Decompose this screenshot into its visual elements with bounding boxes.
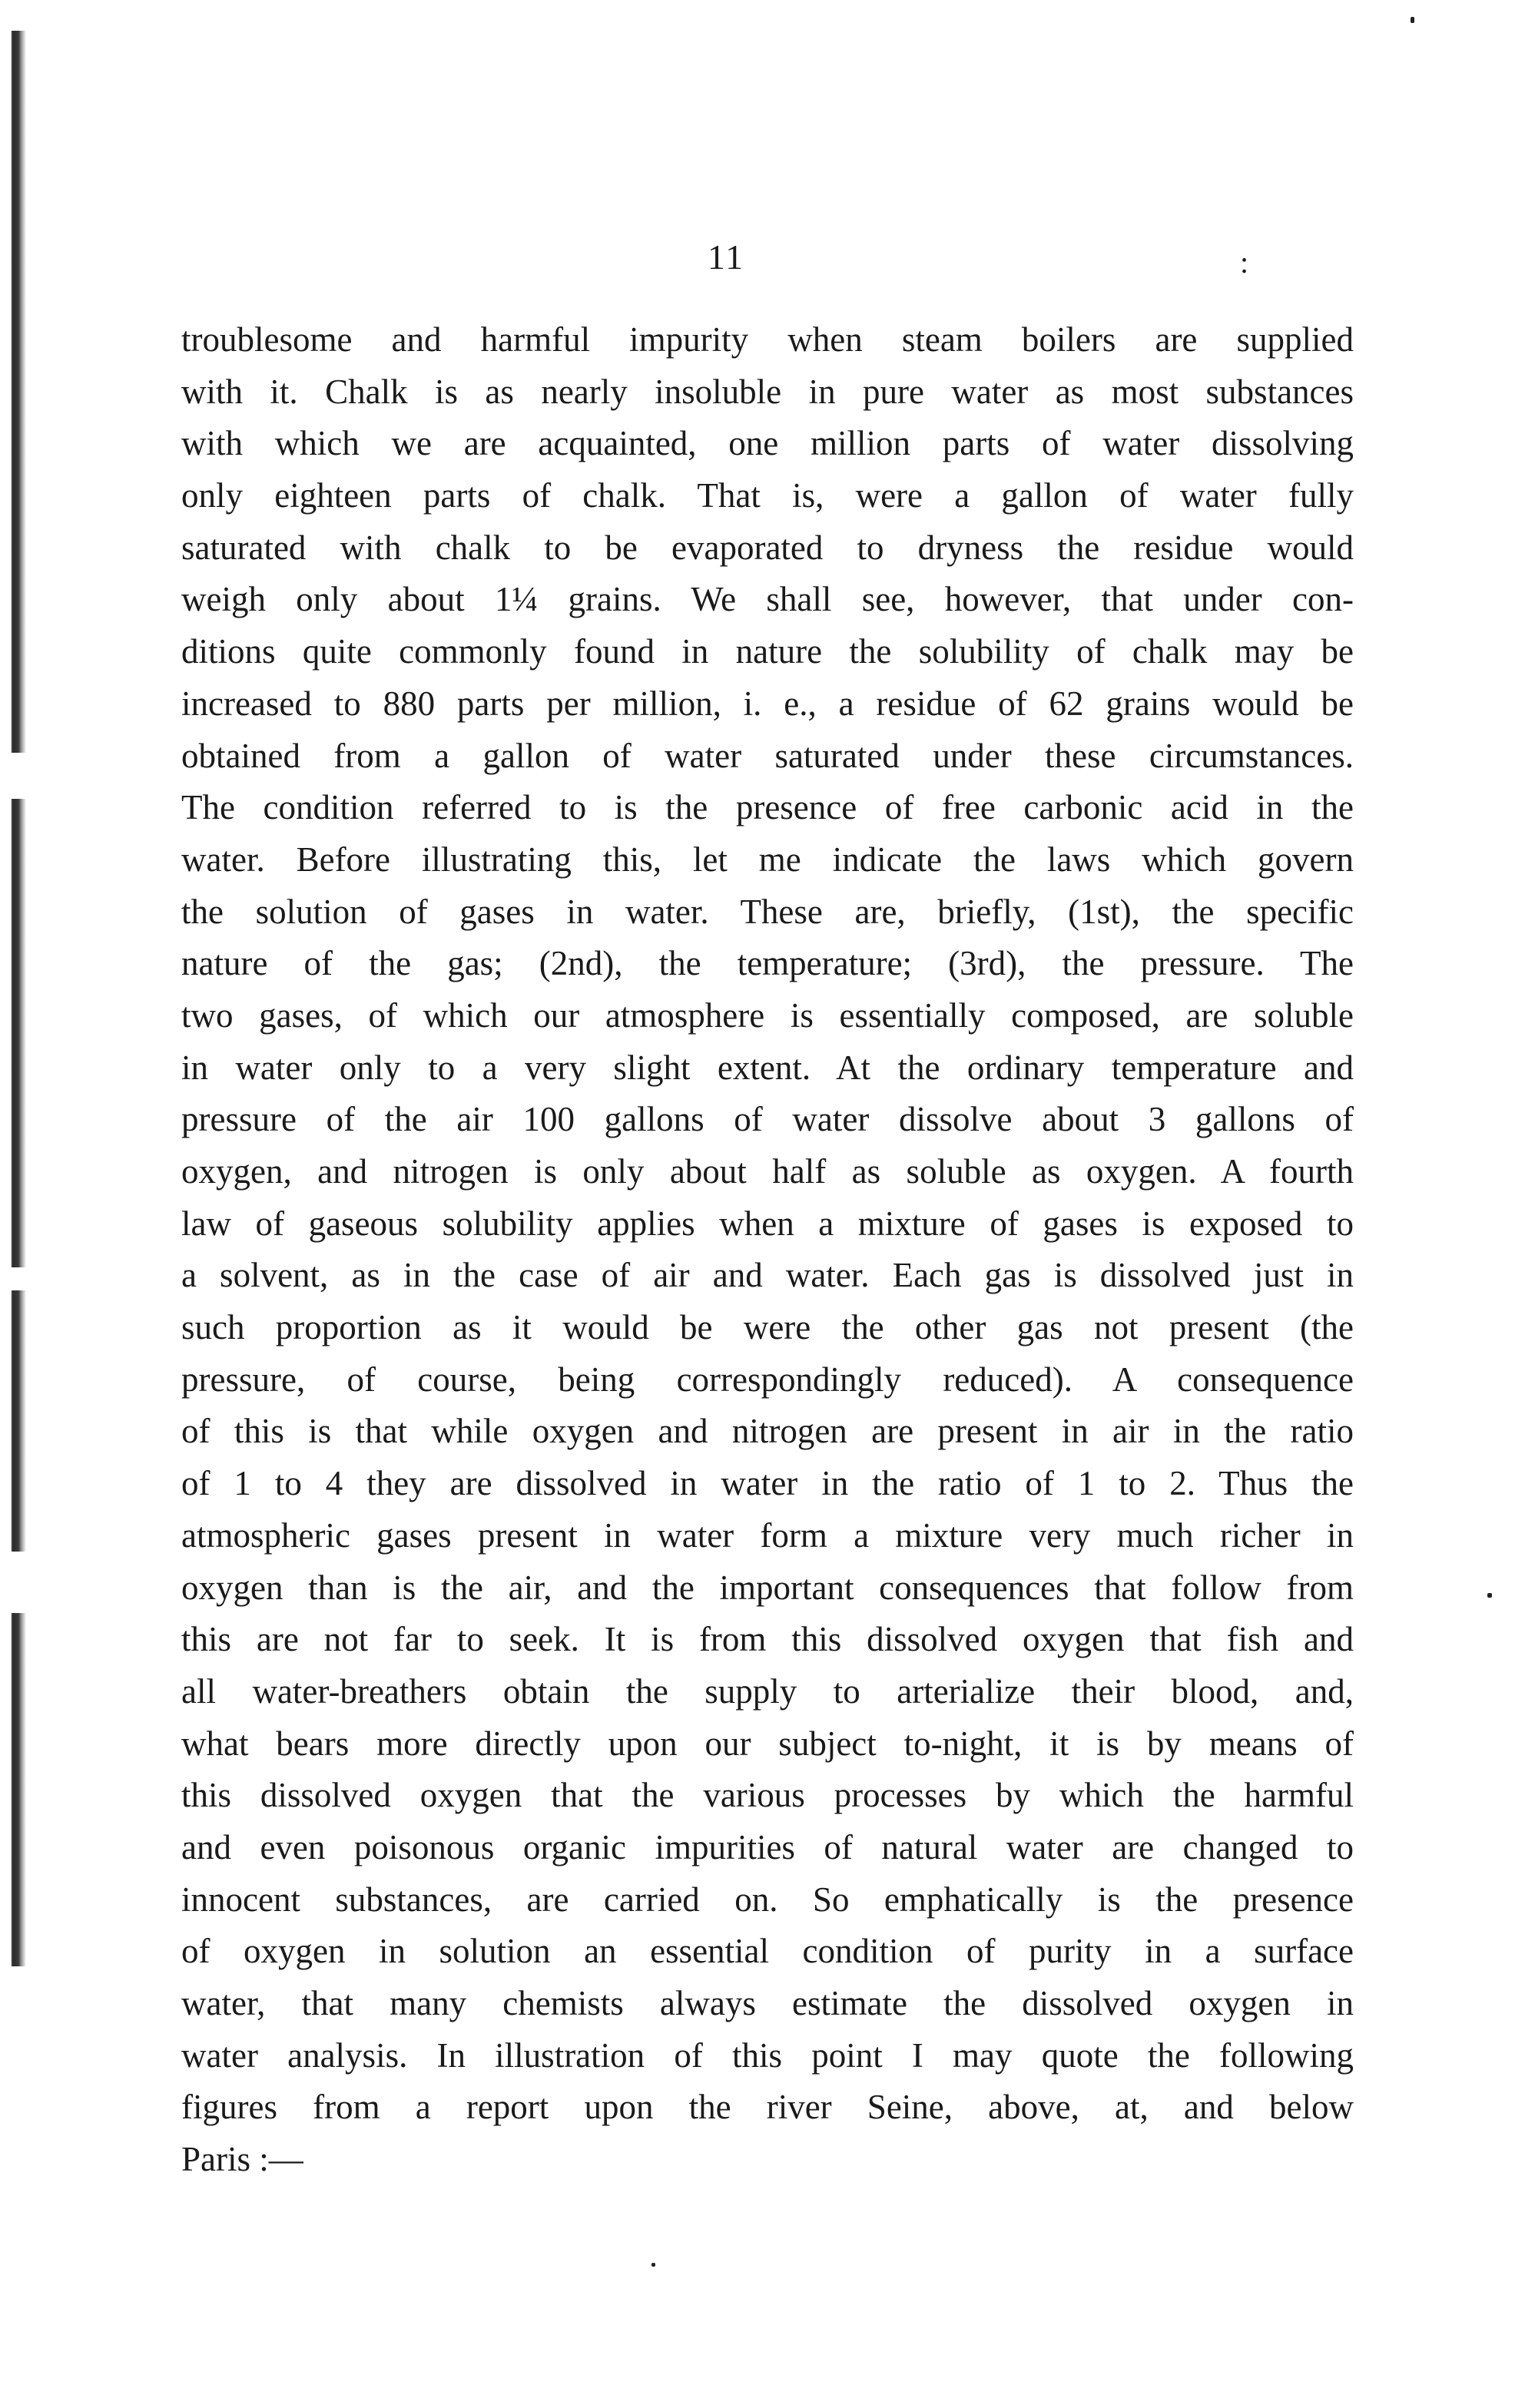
text-line: law of gaseous solubility applies when a mixture of gases is exposed to [181,1204,1354,1243]
text-line: obtained from a gallon of water saturated under these circumstances. [181,736,1354,775]
text-line: Paris :— [181,2140,303,2179]
body-text [181,314,1354,2186]
text-line: and even poisonous organic impurities of natural water are changed to [181,1827,1354,1866]
text-line: what bears more directly upon our subject to-night, it is by means of [181,1724,1354,1763]
text-line: oxygen than is the air, and the important consequences that follow from [181,1568,1354,1607]
text-line: of 1 to 4 they are dissolved in water in the ratio of 1 to 2. Thus the [181,1464,1354,1503]
text-line: the solution of gases in water. These are, briefly, (1st), the specific [181,892,1354,931]
text-line: nature of the gas; (2nd), the temperature; (3rd), the pressure. The [181,944,1354,983]
text-line: weigh only about 1¼ grains. We shall see, however, that under con- [181,580,1354,619]
text-line: pressure, of course, being correspondingly reduced). A consequence [181,1360,1354,1399]
text-line: atmospheric gases present in water form a mixture very much richer in [181,1515,1354,1555]
text-line: this are not far to seek. It is from this dissolved oxygen that fish and [181,1620,1354,1659]
ink-speck [1487,1593,1492,1598]
text-line: water. Before illustrating this, let me indicate the laws which govern [181,840,1354,879]
text-line: innocent substances, are carried on. So emphatically is the presence [181,1880,1354,1919]
ink-speck [1411,17,1414,23]
corner-mark: : [1240,245,1249,280]
page-number: 11 [707,237,745,277]
text-line: water, that many chemists always estimate the dissolved oxygen in [181,1984,1354,2022]
text-line: a solvent, as in the case of air and water. Each gas is dissolved just in [181,1256,1354,1295]
text-line: only eighteen parts of chalk. That is, were a gallon of water fully [181,476,1354,515]
ink-speck [651,2263,655,2267]
text-line: of this is that while oxygen and nitrogen are present in air in the ratio [181,1412,1354,1451]
text-line: The condition referred to is the presence of free carbonic acid in the [181,788,1354,827]
binding-edge [0,0,26,2408]
text-line: this dissolved oxygen that the various processes by which the harmful [181,1776,1354,1815]
text-line: ditions quite commonly found in nature the solubility of chalk may be [181,632,1354,671]
text-line: increased to 880 parts per million, i. e., a residue of 62 grains would be [181,684,1354,723]
text-line: water analysis. In illustration of this point I may quote the following [181,2035,1354,2075]
text-line: all water-breathers obtain the supply to arterialize their blood, and, [181,1671,1354,1711]
text-line: pressure of the air 100 gallons of water dissolve about 3 gallons of [181,1100,1354,1139]
text-line: with which we are acquainted, one million parts of water dissolving [181,424,1354,463]
text-line: saturated with chalk to be evaporated to dryness the residue would [181,528,1354,567]
text-line: in water only to a very slight extent. At the ordinary temperature and [181,1048,1354,1087]
text-line: of oxygen in solution an essential condition of purity in a surface [181,1932,1354,1971]
text-line: two gases, of which our atmosphere is essentially composed, are soluble [181,995,1354,1035]
text-line: such proportion as it would be were the other gas not present (the [181,1308,1354,1347]
text-line: troublesome and harmful impurity when steam boilers are supplied [181,320,1354,359]
text-line: oxygen, and nitrogen is only about half as soluble as oxygen. A fourth [181,1152,1354,1191]
text-line: with it. Chalk is as nearly insoluble in pure water as most substances [181,372,1354,411]
text-line: figures from a report upon the river Seine, above, at, and below [181,2088,1354,2127]
